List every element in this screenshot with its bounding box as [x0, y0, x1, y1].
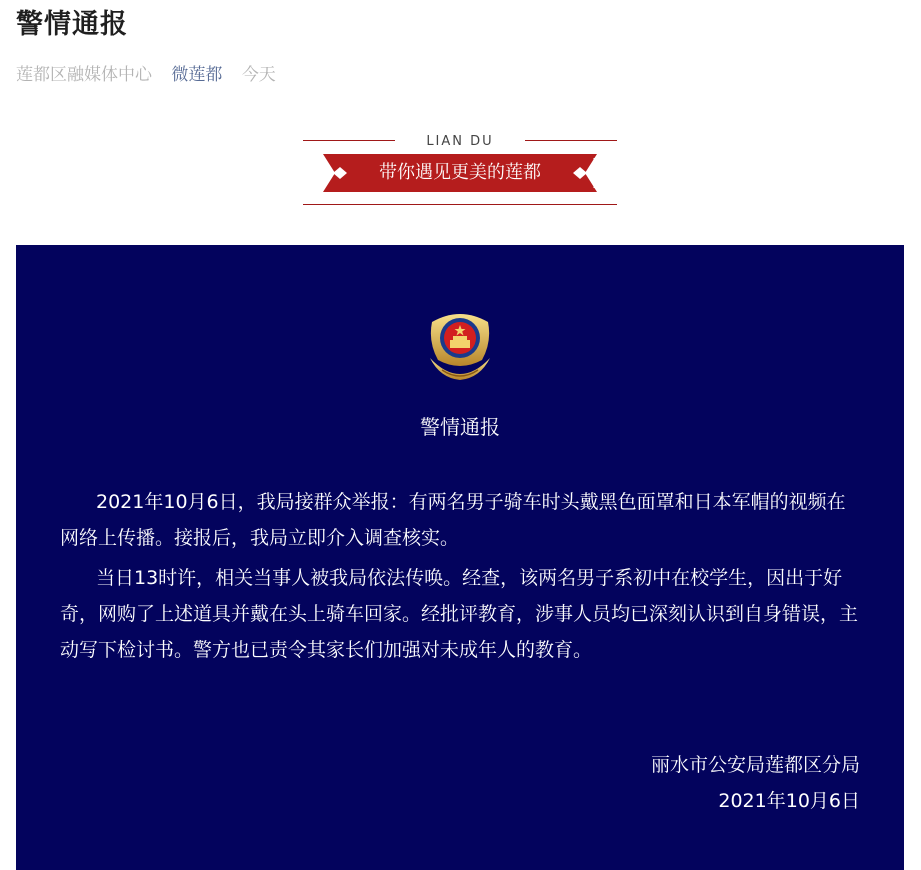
- article-meta: [16, 60, 290, 85]
- publish-date: 今天: [241, 65, 276, 85]
- banner-line-bottom: [303, 204, 617, 205]
- banner-slogan: 带你遇见更美的莲都: [379, 162, 541, 183]
- notice-paragraph: 当日13时许，相关当事人被我局依法传唤。经查，该两名男子系初中在校学生，因出于好奇，网购了上述道具并戴在头上骑车回家。经批评教育，涉事人员均已深刻认识到自身错误，主动写下检讨书。警方也已责令其家长们加强对未成年人的教育。: [60, 567, 859, 661]
- notice-title: 警情通报: [420, 415, 500, 439]
- account-link[interactable]: 微莲都: [171, 65, 223, 85]
- signature-date: 2021年10月6日: [718, 790, 860, 812]
- article-title: 警情通报: [16, 9, 128, 40]
- banner-subtitle: LIAN DU: [426, 134, 494, 149]
- notice-panel: [16, 245, 904, 870]
- source-label: 莲都区融媒体中心: [16, 65, 152, 85]
- signature-org: 丽水市公安局莲都区分局: [650, 754, 860, 776]
- header-banner: [303, 132, 617, 206]
- police-emblem-icon: [420, 308, 500, 390]
- notice-paragraph: 2021年10月6日，我局接群众举报：有两名男子骑车时头戴黑色面罩和日本军帽的视频在网络上传播。接报后，我局立即介入调查核实。: [60, 491, 846, 549]
